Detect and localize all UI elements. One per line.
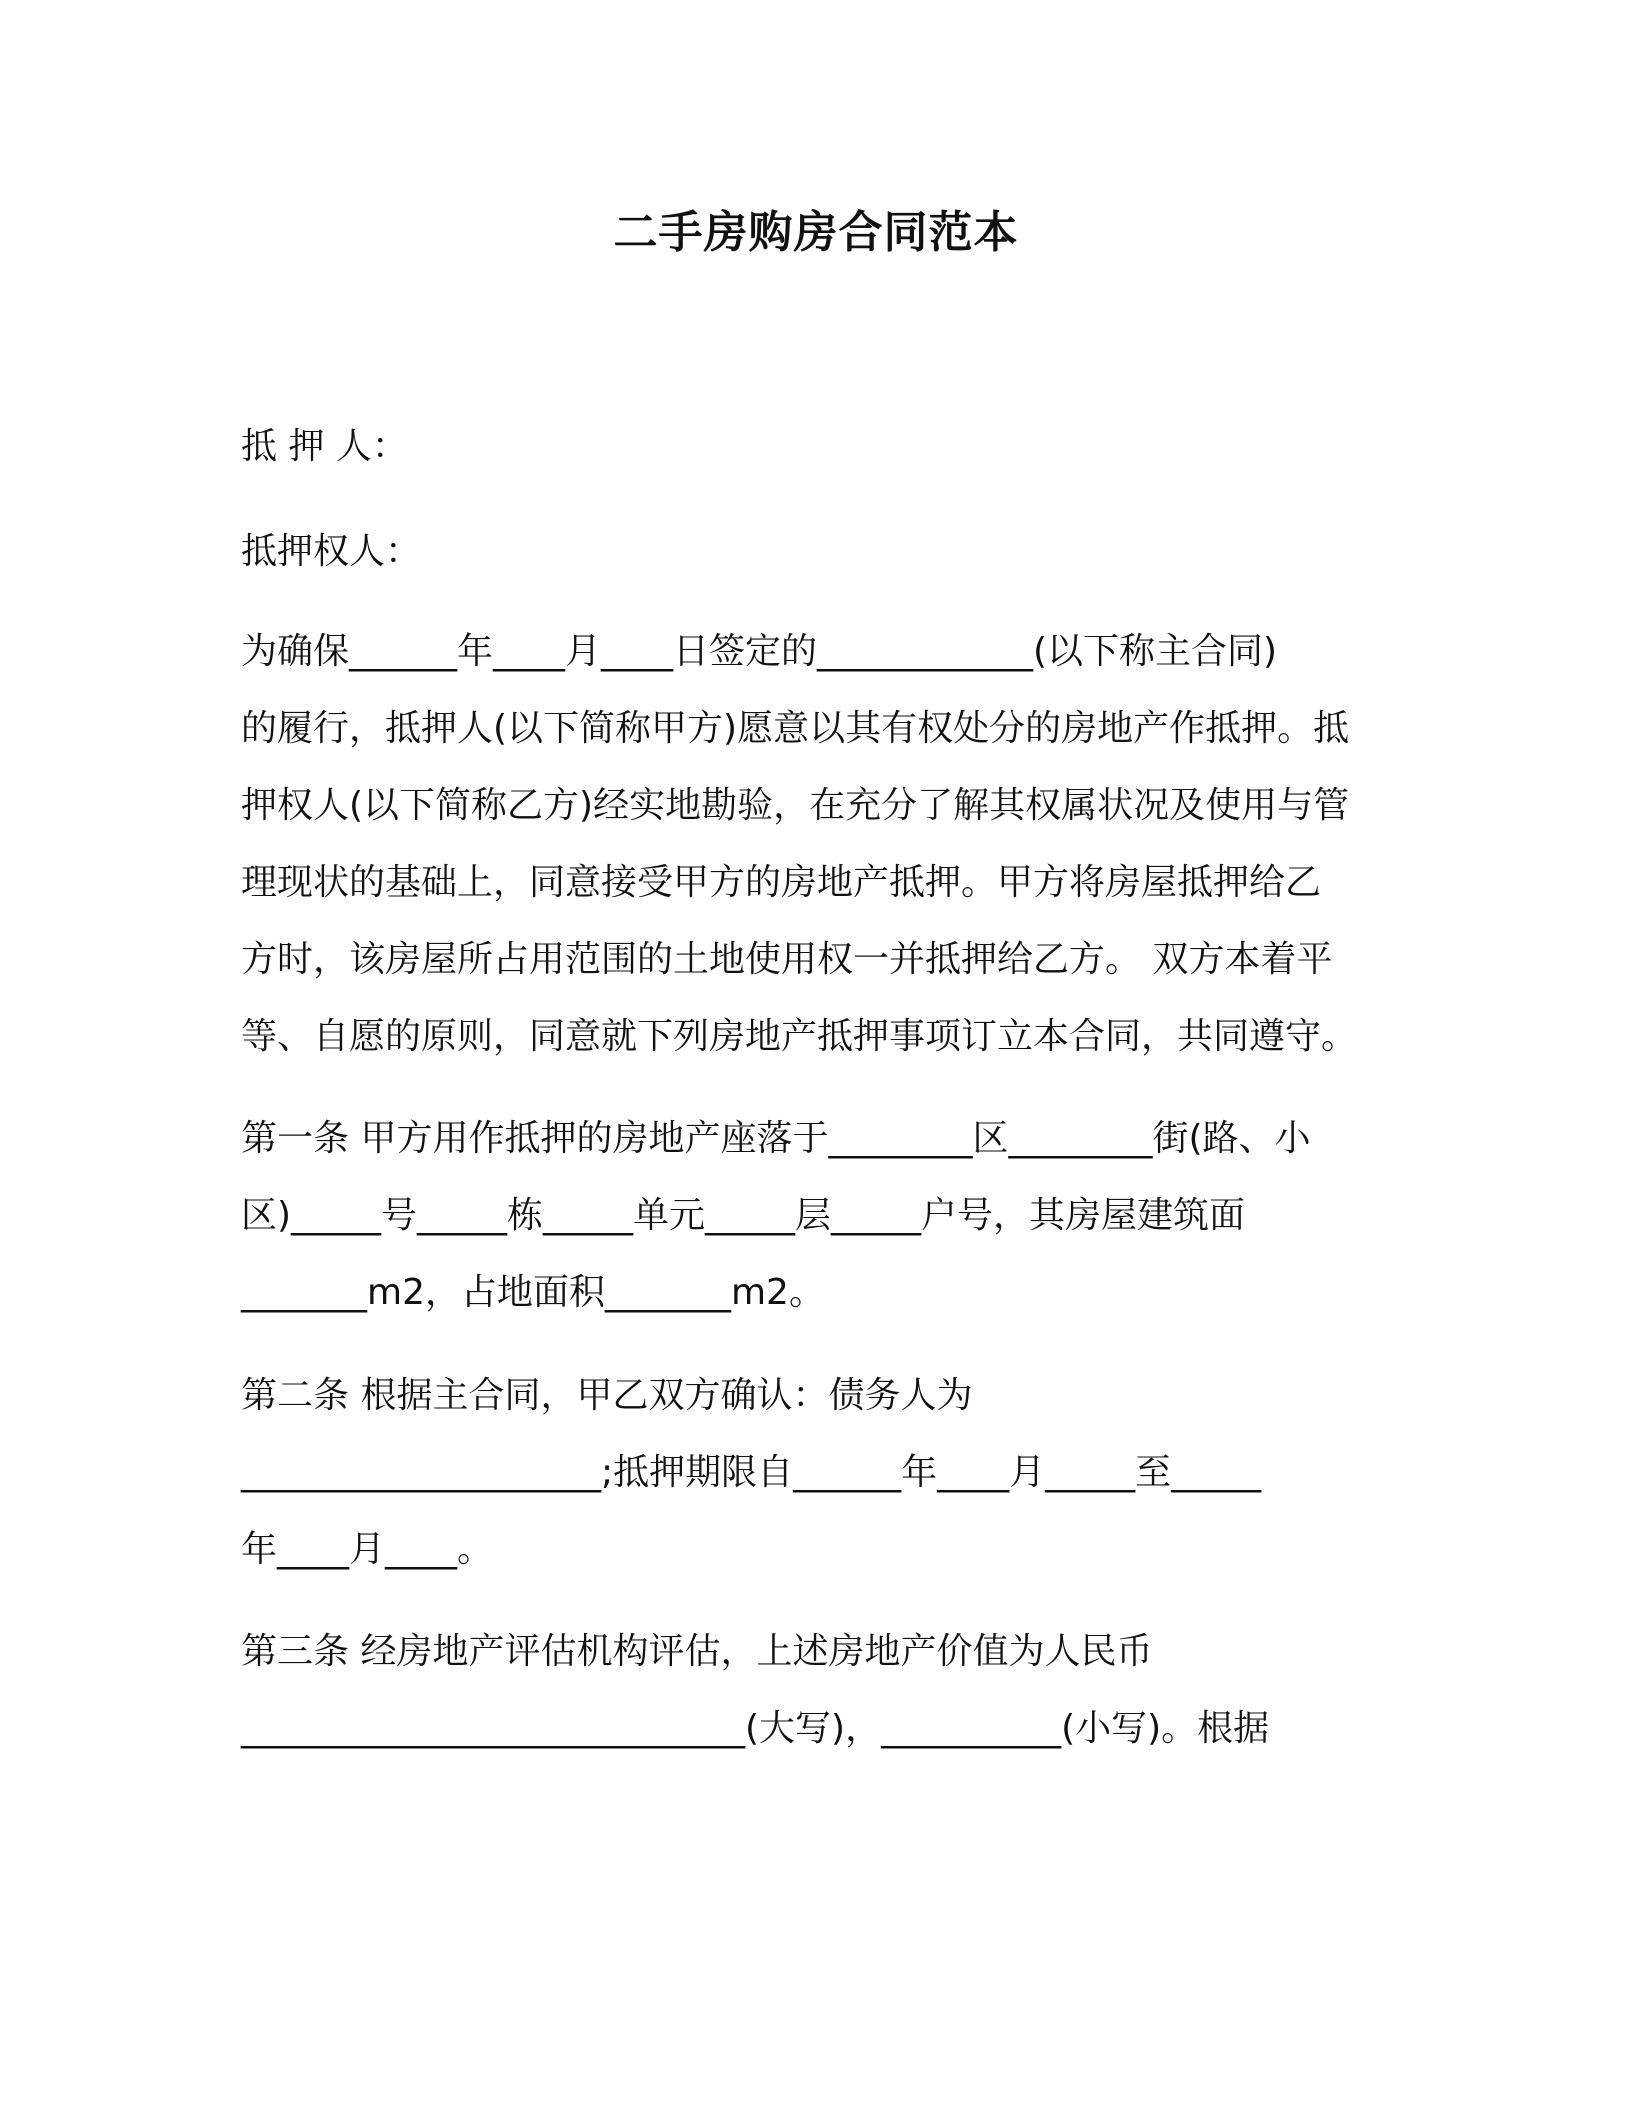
preamble-line-4: 理现状的基础上，同意接受甲方的房地产抵押。甲方将房屋抵押给乙: [241, 862, 1322, 903]
article-3-line-2: ____________________________(大写)，__________(小写)。根据: [241, 1708, 1270, 1749]
article-3-line-1: 第三条 经房地产评估机构评估，上述房地产价值为人民币: [241, 1631, 1153, 1672]
preamble-line-1: 为确保______年____月____日签定的____________(以下称主合同): [241, 631, 1278, 672]
article-1-line-1: 第一条 甲方用作抵押的房地产座落于________区________街(路、小: [241, 1118, 1311, 1159]
document-title: 二手房购房合同范本: [613, 207, 1019, 258]
article-1-line-2: 区)_____号_____栋_____单元_____层_____户号，其房屋建筑面: [241, 1195, 1246, 1236]
preamble-line-3: 押权人(以下简称乙方)经实地勘验，在充分了解其权属状况及使用与管: [241, 785, 1350, 826]
mortgagor-label: 抵 押 人：: [241, 426, 408, 467]
preamble-line-2: 的履行，抵押人(以下简称甲方)愿意以其有权处分的房地产作抵押。抵: [241, 708, 1350, 749]
mortgagee-label: 抵押权人：: [241, 531, 422, 572]
article-2-line-3: 年____月____。: [241, 1529, 494, 1570]
article-2-line-1: 第二条 根据主合同，甲乙双方确认：债务人为: [241, 1375, 973, 1416]
preamble-line-5: 方时，该房屋所占用范围的土地使用权一并抵押给乙方。 双方本着平: [241, 939, 1333, 980]
article-2-line-2: ____________________;抵押期限自______年____月_____至_____: [241, 1452, 1262, 1493]
article-1-line-3: _______m2，占地面积_______m2。: [241, 1272, 825, 1313]
preamble-line-6: 等、自愿的原则，同意就下列房地产抵押事项订立本合同，共同遵守。: [241, 1016, 1358, 1057]
